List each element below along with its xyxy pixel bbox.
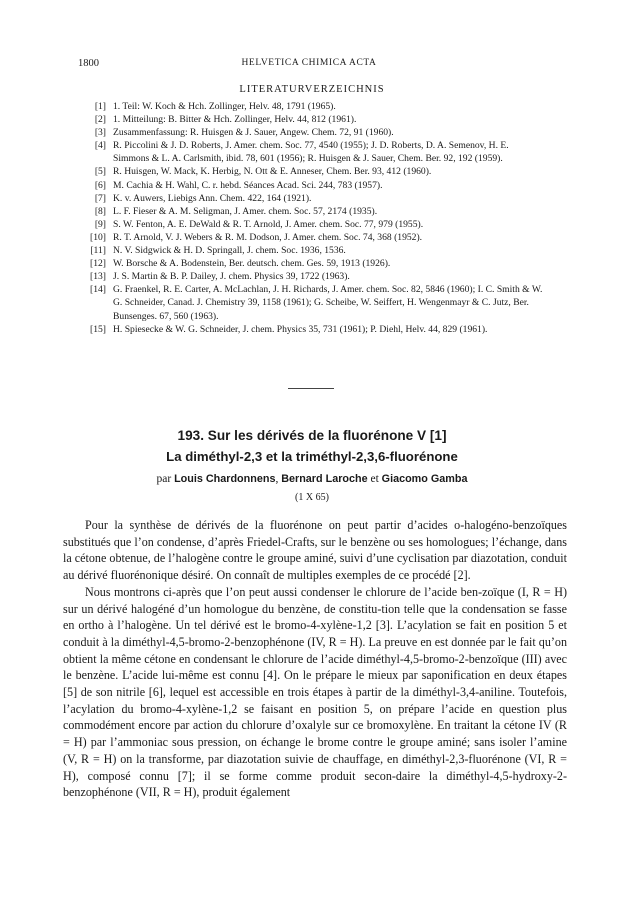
author-separator: et bbox=[367, 473, 382, 485]
reference-number: [2] bbox=[94, 114, 106, 126]
reference-text: W. Borsche & A. Bodenstein, Ber. deutsch. chem. Ges. 59, 1913 (1926). bbox=[113, 258, 391, 270]
author-name: Giacomo Gamba bbox=[381, 473, 468, 485]
reference-text: Zusammenfassung: R. Huisgen & J. Sauer, Angew. Chem. 72, 91 (1960). bbox=[113, 127, 394, 139]
reference-number: [3] bbox=[94, 127, 106, 139]
body-paragraph: Nous montrons ci-après que l’on peut aussi condenser le chlorure de l’acide ben-zoïque (I, R = H) sur un dérivé halogéné d’un homologue du benzène, de constitu-tion telle que la condensation se fasse en ortho à l’halogène. Un tel dérivé est le bromo-4-xylène-1,2 [3]. L’acylation se fait en position 5 et conduit à la diméthyl-4,5-bromo-2-benzophénone (IV, R = H). La preuve en est donnée par le fait qu’on obtient la même cétone en condensant le chlorure de l’acide diméthyl-4,5-bromo-2-benzoïque (III) avec le benzène. L’acide lui-même est connu [4]. On le prépare le mieux par saponification en deux étapes [5] de son nitrile [6], lequel est accessible en trois étapes à partir de la diméthyl-3,4-aniline. Toutefois, l’acylation du bromo-4-xylène-1,2 se faisant en position 5, on prépare l’acide en question plus commodément encore par action du chlorure d’oxalyle sur ce bromoxylène. En traitant la cétone IV (R = H) par l’ammoniac sous pression, on échange le brome contre le groupe aminé; sans isoler l’amine (V, R = H) on la transforme, par diazotation suivie de chauffage, en diméthyl-2,3-fluorénone (VI, R = H), composé connu [7]; il se forme comme produit secon-daire la diméthyl-4,5-hydroxy-2-benzophénone (VII, R = H), produit également bbox=[63, 584, 567, 800]
reference-text: R. Piccolini & J. D. Roberts, J. Amer. chem. Soc. 77, 4540 (1955); J. D. Roberts, D. A. Semenov, H. E. Simmons & L. A. Carlsmith, ibid. 78, 601 (1956); R. Huisgen & J. Sauer, Chem. Ber. 92, 192 (1959). bbox=[113, 140, 509, 165]
article-title: 193. Sur les dérivés de la fluorénone V [1] bbox=[177, 428, 447, 443]
reference-item bbox=[80, 205, 545, 218]
reference-list bbox=[80, 100, 545, 336]
reference-item bbox=[80, 139, 545, 165]
reference-text: L. F. Fieser & A. M. Seligman, J. Amer. chem. Soc. 57, 2174 (1935). bbox=[113, 205, 378, 217]
author-name: Louis Chardonnens bbox=[174, 473, 276, 485]
reference-item bbox=[80, 244, 545, 257]
author-name: Bernard Laroche bbox=[281, 473, 368, 485]
reference-number: [10] bbox=[90, 231, 106, 243]
reference-number: [4] bbox=[94, 140, 106, 152]
author-separator: , bbox=[275, 473, 282, 485]
reference-number: [9] bbox=[94, 218, 106, 230]
reference-item bbox=[80, 257, 545, 270]
reference-number: [11] bbox=[90, 245, 106, 257]
authors-prefix: par bbox=[156, 473, 172, 485]
reference-number: [15] bbox=[90, 323, 106, 335]
reference-text: H. Spiesecke & W. G. Schneider, J. chem. Physics 35, 731 (1961); P. Diehl, Helv. 44, 829 (1961). bbox=[113, 323, 488, 335]
reference-number: [12] bbox=[90, 258, 106, 270]
reference-text: S. W. Fenton, A. E. DeWald & R. T. Arnold, J. Amer. chem. Soc. 77, 979 (1955). bbox=[113, 218, 424, 230]
reference-text: G. Fraenkel, R. E. Carter, A. McLachlan, J. H. Richards, J. Amer. chem. Soc. 82, 5846 (1960); I. C. Smith & W. G. Schneider, Canad. J. Chemistry 39, 1158 (1961); G. Scheibe, W. Seiffert, H. Wengenmayr & C. Jutz, Ber. Bunsenges. 67, 560 (1963). bbox=[113, 284, 543, 322]
reference-text: M. Cachia & H. Wahl, C. r. hebd. Séances Acad. Sci. 244, 783 (1957). bbox=[113, 179, 383, 191]
journal-name: HELVETICA CHIMICA ACTA bbox=[241, 58, 377, 68]
body-paragraph: Pour la synthèse de dérivés de la fluorénone on peut partir d’acides o-halogéno-benzoïques substitués que l’on condense, d’après Friedel-Crafts, sur le benzène ou ses homologues; l’échange, dans la cétone obtenue, de l’halogène contre le groupe aminé, suivi d’une cyclisation par diazotation, conduit au dérivé fluorénonique désiré. On connaît de multiples exemples de ce procédé [2]. bbox=[63, 518, 567, 583]
reference-item bbox=[80, 192, 545, 205]
article-subtitle: La diméthyl-2,3 et la triméthyl-2,3,6-fluorénone bbox=[166, 449, 458, 464]
article-body bbox=[63, 517, 567, 801]
reference-item bbox=[80, 113, 545, 126]
article-authors bbox=[0, 473, 624, 485]
reference-item bbox=[80, 283, 545, 322]
reference-number: [13] bbox=[90, 271, 106, 283]
section-divider bbox=[288, 388, 334, 389]
reference-text: K. v. Auwers, Liebigs Ann. Chem. 422, 164 (1921). bbox=[113, 192, 312, 204]
reference-text: J. S. Martin & B. P. Dailey, J. chem. Physics 39, 1722 (1963). bbox=[113, 271, 350, 283]
reference-item bbox=[80, 231, 545, 244]
references-heading: LITERATURVERZEICHNIS bbox=[239, 84, 385, 95]
reference-text: 1. Mitteilung: B. Bitter & Hch. Zollinger, Helv. 44, 812 (1961). bbox=[113, 114, 357, 126]
reference-text: N. V. Sidgwick & H. D. Springall, J. chem. Soc. 1936, 1536. bbox=[113, 245, 346, 257]
reference-item bbox=[80, 165, 545, 178]
reference-item bbox=[80, 270, 545, 283]
reference-text: R. Huisgen, W. Mack, K. Herbig, N. Ott & E. Anneser, Chem. Ber. 93, 412 (1960). bbox=[113, 166, 432, 178]
reference-item bbox=[80, 218, 545, 231]
page-header bbox=[78, 58, 540, 72]
reference-number: [8] bbox=[94, 205, 106, 217]
reference-number: [5] bbox=[94, 166, 106, 178]
article-date: (1 X 65) bbox=[295, 492, 329, 503]
reference-number: [14] bbox=[90, 284, 106, 296]
reference-text: R. T. Arnold, V. J. Webers & R. M. Dodson, J. Amer. chem. Soc. 74, 368 (1952). bbox=[113, 231, 423, 243]
reference-item bbox=[80, 126, 545, 139]
page-number: 1800 bbox=[78, 58, 99, 69]
reference-item bbox=[80, 100, 545, 113]
reference-number: [6] bbox=[94, 179, 106, 191]
reference-item bbox=[80, 179, 545, 192]
reference-item bbox=[80, 323, 545, 336]
reference-text: 1. Teil: W. Koch & Hch. Zollinger, Helv. 48, 1791 (1965). bbox=[113, 101, 336, 112]
reference-number: [1] bbox=[94, 101, 106, 112]
reference-number: [7] bbox=[94, 192, 106, 204]
